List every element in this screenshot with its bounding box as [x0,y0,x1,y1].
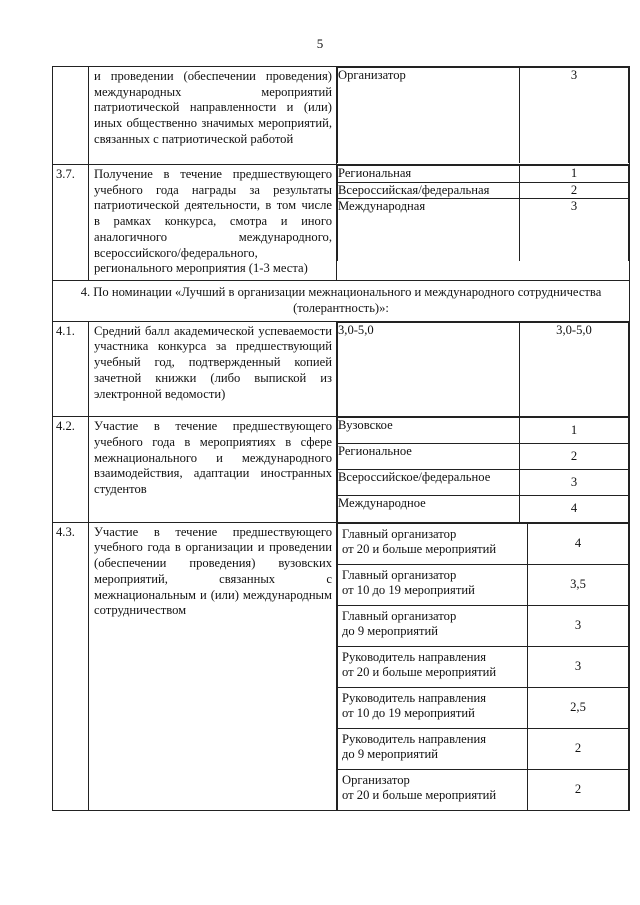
option-label [338,769,528,810]
criterion-text: Участие в течение предшествующего учебного года в мероприятиях в сфере межнационального и международного взаимодействия, адаптации иностранных студентов [89,417,337,523]
criterion-text: Участие в течение предшествующего учебного года в организации и проведении (обеспечении проведения) вузовских мероприятий, связанных с межнациональным и (или) международным сотрудничеством [89,522,337,811]
option-label: Региональное [338,444,520,470]
option-points: 3,0-5,0 [520,322,629,416]
option-range: от 20 и больше мероприятий [342,788,497,803]
option-label [338,728,528,769]
option-points: 3 [520,68,629,163]
option-label: Международное [338,496,520,522]
option-range: от 20 и больше мероприятий [342,542,497,557]
option-label: Вузовское [338,418,520,444]
row-number: 4.1. [53,321,89,417]
options-cell [337,67,630,165]
option-role: Главный организатор [342,526,457,541]
option-role: Организатор [342,772,410,787]
option-points: 3 [520,199,629,261]
option-points: 1 [520,418,629,444]
option-range: от 10 до 19 мероприятий [342,583,475,598]
option-points: 2 [528,728,629,769]
criterion-text: Получение в течение предшествующего учебного года награды за результаты патриотической деятельности, в том числе в рамках конкурса, смотра и иного аналогичного международного, всероссийского/федерального, регионального мероприятия (1-3 места) [89,165,337,281]
option-role: Руководитель направления [342,690,487,705]
option-label: Региональная [338,166,520,183]
option-label [338,646,528,687]
option-label [338,523,528,564]
table-row [53,321,630,417]
table-row [53,522,630,811]
options-cell [337,417,630,523]
option-range: от 20 и больше мероприятий [342,665,497,680]
option-points: 2 [528,769,629,810]
option-points: 4 [520,496,629,522]
options-cell [337,522,630,811]
option-role: Главный организатор [342,608,457,623]
option-label: Организатор [338,68,520,163]
option-points: 3 [528,646,629,687]
option-points: 3 [528,605,629,646]
option-points: 1 [520,166,629,183]
criteria-table [52,66,630,811]
criterion-text: и проведении (обеспечении проведения) международных мероприятий патриотической направленности и (или) иных общественно значимых мероприятий, связанных с патриотической работой [89,67,337,165]
options-cell [337,321,630,417]
section-title: 4. По номинации «Лучший в организации межнационального и международного сотрудничества (толерантность)»: [53,281,630,321]
table-row [53,67,630,165]
option-label: 3,0-5,0 [338,322,520,416]
option-points: 3 [520,470,629,496]
option-label: Всероссийская/федеральная [338,182,520,199]
option-range: от 10 до 19 мероприятий [342,706,475,721]
option-label: Международная [338,199,520,261]
option-points: 3,5 [528,564,629,605]
option-range: до 9 мероприятий [342,747,439,762]
table-row [53,417,630,523]
option-points: 2 [520,444,629,470]
section-heading-row [53,281,630,321]
row-number: 4.2. [53,417,89,523]
row-number: 3.7. [53,165,89,281]
option-range: до 9 мероприятий [342,624,439,639]
option-role: Руководитель направления [342,731,487,746]
row-number [53,67,89,165]
option-points: 4 [528,523,629,564]
row-number: 4.3. [53,522,89,811]
option-label [338,687,528,728]
option-role: Главный организатор [342,567,457,582]
option-label [338,564,528,605]
option-points: 2,5 [528,687,629,728]
option-label: Всероссийское/федеральное [338,470,520,496]
criterion-text: Средний балл академической успеваемости участника конкурса за предшествующий учебный год, подтвержденный копией зачетной книжки (либо выпиской из электронной ведомости) [89,321,337,417]
options-cell [337,165,630,281]
table-row [53,165,630,281]
option-role: Руководитель направления [342,649,487,664]
option-points: 2 [520,182,629,199]
page-number: 5 [316,36,324,51]
option-label [338,605,528,646]
